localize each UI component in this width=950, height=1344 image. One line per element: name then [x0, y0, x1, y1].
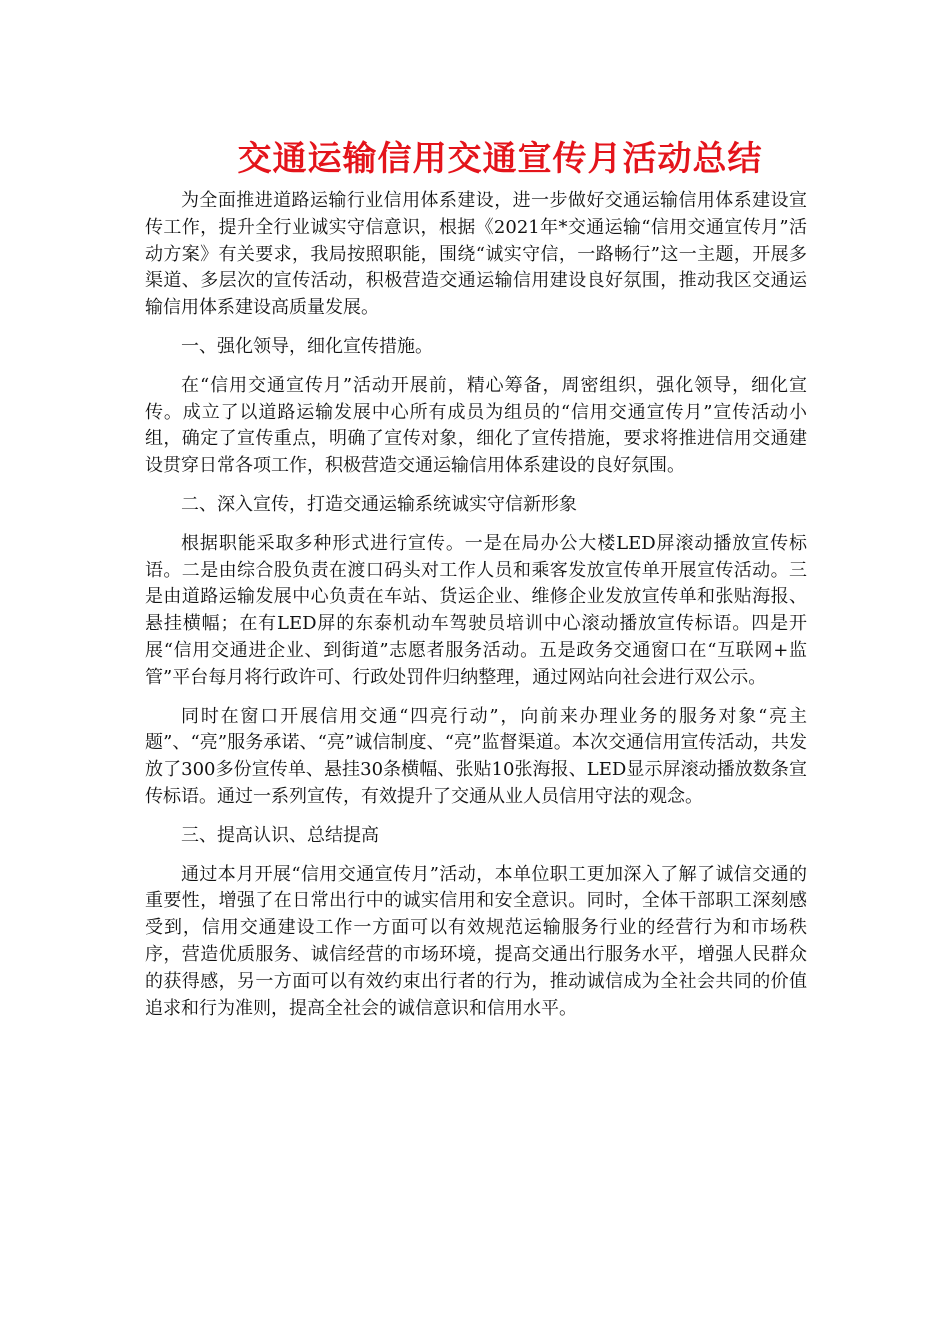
paragraph-intro: 为全面推进道路运输行业信用体系建设，进一步做好交通运输信用体系建设宣传工作，提升全行业诚实守信意识，根据《2021年*交通运输“信用交通宣传月”活动方案》有关要求，我局按照职能，围绕“诚实守信，一路畅行”这一主题，开展多渠道、多层次的宣传活动，积极营造交通运输信用建设良好氛围，推动我区交通运输信用体系建设高质量发展。: [145, 190, 807, 319]
section-heading-3: 三、提高认识、总结提高: [181, 824, 379, 846]
document-title: 交通运输信用交通宣传月活动总结: [237, 139, 763, 179]
section-heading-2: 二、深入宣传，打造交通运输系统诚实守信新形象: [181, 493, 577, 515]
paragraph-section-2a: 根据职能采取多种形式进行宣传。一是在局办公大楼LED屏滚动播放宣传标语。二是由综合股负责在渡口码头对工作人员和乘客发放宣传单开展宣传活动。三是由道路运输发展中心负责在车站、货运企业、维修企业发放宣传单和张贴海报、悬挂横幅；在有LED屏的东泰机动车驾驶员培训中心滚动播放宣传标语。四是开展“信用交通进企业、到街道”志愿者服务活动。五是政务交通窗口在“互联网+监管”平台每月将行政许可、行政处罚件归纳整理，通过网站向社会进行双公示。: [145, 532, 807, 688]
paragraph-section-1: 在“信用交通宣传月”活动开展前，精心筹备，周密组织，强化领导，细化宣传。成立了以道路运输发展中心所有成员为组员的“信用交通宣传月”宣传活动小组，确定了宣传重点，明确了宣传对象，细化了宣传措施，要求将推进信用交通建设贯穿日常各项工作，积极营造交通运输信用体系建设的良好氛围。: [145, 374, 807, 477]
paragraph-section-3: 通过本月开展“信用交通宣传月”活动，本单位职工更加深入了解了诚信交通的重要性，增强了在日常出行中的诚实信用和安全意识。同时，全体干部职工深刻感受到，信用交通建设工作一方面可以有效规范运输服务行业的经营行为和市场秩序，营造优质服务、诚信经营的市场环境，提高交通出行服务水平，增强人民群众的获得感，另一方面可以有效约束出行者的行为，推动诚信成为全社会共同的价值追求和行为准则，提高全社会的诚信意识和信用水平。: [145, 863, 807, 1019]
document-body: [145, 188, 807, 1034]
paragraph-section-2b: 同时在窗口开展信用交通“四亮行动”，向前来办理业务的服务对象“亮主题”、“亮”服务承诺、“亮”诚信制度、“亮”监督渠道。本次交通信用宣传活动，共发放了300多份宣传单、悬挂30条横幅、张贴10张海报、LED显示屏滚动播放数条宣传标语。通过一系列宣传，有效提升了交通从业人员信用守法的观念。: [145, 705, 807, 807]
section-heading-1: 一、强化领导，细化宣传措施。: [181, 335, 433, 357]
